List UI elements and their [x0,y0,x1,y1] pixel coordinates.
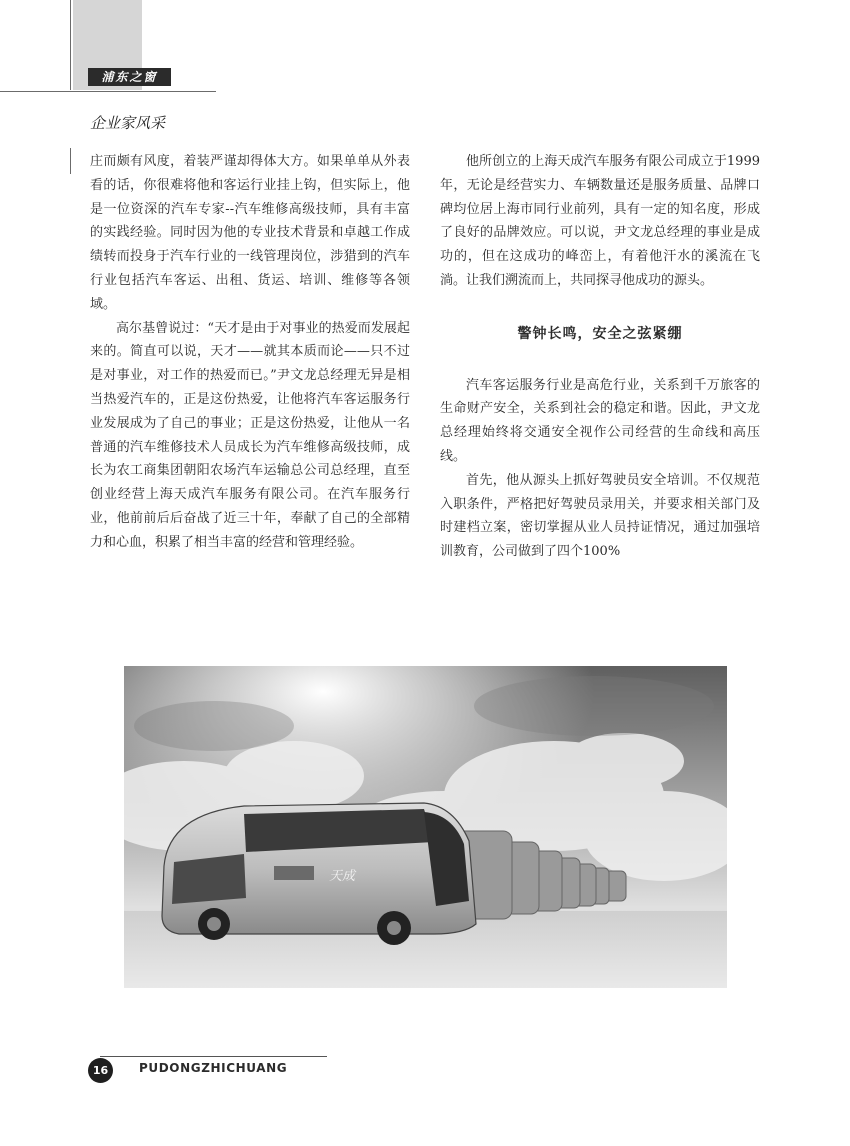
body-paragraph: 他所创立的上海天成汽车服务有限公司成立于1999年，无论是经营实力、车辆数量还是服务质量、品牌口碑均位居上海市同行业前列，具有一定的知名度，形成了良好的品牌效应。可以说，尹文龙总经理的事业是成功的，但在这成功的峰峦上，有着他汗水的溪流在飞淌。让我们溯流而上，共同探寻他成功的源头。 [440,154,760,288]
section-title: 企业家风采 [90,114,166,132]
subsection-heading: 警钟长鸣，安全之弦紧绷 [517,325,683,342]
left-margin-rule [70,148,71,174]
left-text-column [90,150,410,555]
header-vertical-rule [70,0,71,90]
bus-fleet-photo [124,666,727,988]
body-paragraph: 高尔基曾说过：“天才是由于对事业的热爱而发展起来的。简直可以说，天才——就其本质而论——只不过是对事业，对工作的热爱而已。”尹文龙总经理无异是相当热爱汽车的，正是这份热爱，让他将汽车客运服务行业发展成为了自己的事业；正是这份热爱，让他从一名普通的汽车维修技术人员成长为汽车维修高级技师，成长为农工商集团朝阳农场汽车运输总公司总经理，直至创业经营上海天成汽车服务有限公司。在汽车服务行业，他前前后后奋战了近三十年，奉献了自己的全部精力和心血，积累了相当丰富的经营和管理经验。 [90,320,410,550]
front-bus [162,803,476,945]
footer-magazine-name: PUDONGZHICHUANG [139,1061,288,1075]
body-paragraph: 首先，他从源头上抓好驾驶员安全培训。不仅规范入职条件，严格把好驾驶员录用关，并要求相关部门及时建档立案，密切掌握从业人员持证情况，通过加强培训教育，公司做到了四个100% [440,472,760,560]
body-paragraph: 汽车客运服务行业是高危行业，关系到千万旅客的生命财产安全，关系到社会的稳定和谐。因此，尹文龙总经理始终将交通安全视作公司经营的生命线和高压线。 [440,377,760,464]
bus-livery-text: 天成 [329,869,356,884]
footer-rule [100,1056,327,1057]
header-horizontal-rule [0,91,216,92]
body-paragraph: 庄而颇有风度，着装严谨却得体大方。如果单单从外表看的话，你很难将他和客运行业挂上钩，但实际上，他是一位资深的汽车专家--汽车维修高级技师，具有丰富的实践经验。同时因为他的专业技术背景和卓越工作成绩转而投身于汽车行业的一线管理岗位，涉猎到的汽车行业包括汽车客运、出租、货运、培训、维修等各领域。 [90,154,410,312]
magazine-logo: 浦东之窗 [88,68,171,86]
page-number: 16 [88,1058,113,1083]
right-text-column [440,150,760,564]
